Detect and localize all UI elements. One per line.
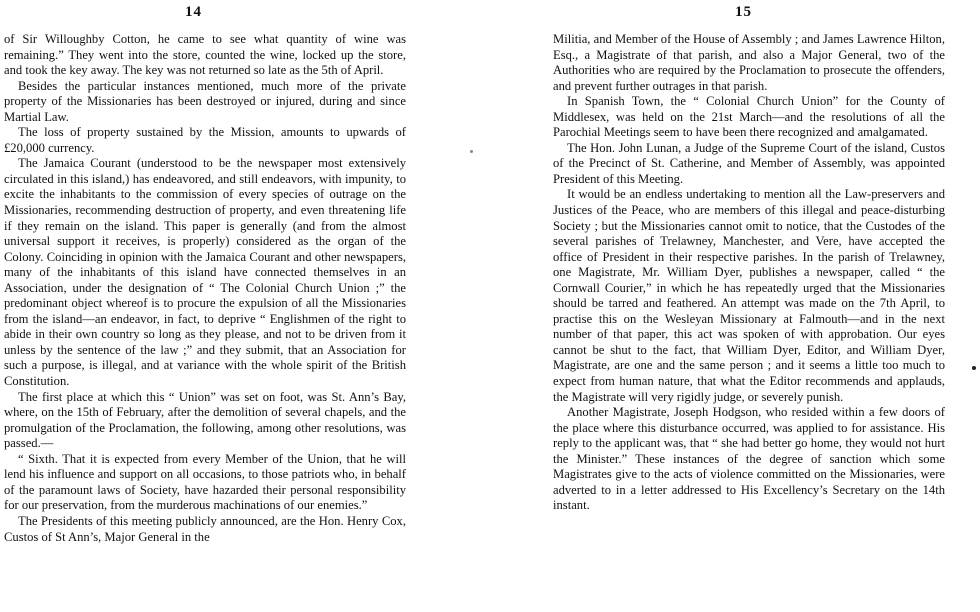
right-page <box>550 0 945 612</box>
page-body <box>553 32 945 514</box>
paragraph: It would be an endless undertaking to mention all the Law-preservers and Justices of the Peace, who are members of this illegal and peace-disturbing Society ; but the Missionaries cannot omit to notice, that the Custodes of the several parishes of Trelawney, Manchester, and Vere, have accepted the office of President in their respective parishes. In the parish of Trelawney, one Magistrate, Mr. William Dyer, publishes a newspaper, called “ the Cornwall Courier,” in which he has repeatedly urged that the Missionaries should be tarred and feathered. An attempt was made on the 7th April, to practise this on the Wesleyan Missionary at Falmouth—and in the next number of that paper, this act was spoken of with approbation. Our eyes cannot be shut to the fact, that William Dyer, Editor, and William Dyer, Magistrate, are one and the same person ; and it seems a little too much to expect from human nature, that what the Editor recommends and applauds, the Magistrate will very rigidly judge, or severely punish. <box>553 187 945 404</box>
paragraph: The Hon. John Lunan, a Judge of the Supreme Court of the island, Custos of the Precinct of St. Catherine, and Member of Assembly, was appointed President of this Meeting. <box>553 140 945 186</box>
page-body <box>4 32 406 545</box>
left-page <box>0 0 410 612</box>
paragraph: of Sir Willoughby Cotton, he came to see what quantity of wine was remaining.” They went into the store, counted the wine, locked up the store, and took the key away. The key was not returned so late as the 5th of April. <box>4 32 406 78</box>
gutter-mark <box>470 150 473 153</box>
paragraph: The Presidents of this meeting publicly announced, are the Hon. Henry Cox, Custos of St Ann’s, Major General in the <box>4 513 406 544</box>
paragraph: Militia, and Member of the House of Assembly ; and James Lawrence Hilton, Esq., a Magistrate of that parish, and also a Major General, two of the Authorities who are required by the Proclamation to prosecute the offenders, and prevent further outrages in that parish. <box>553 32 945 93</box>
paragraph: Besides the particular instances mentioned, much more of the private property of the Missionaries has been destroyed or injured, during and since Martial Law. <box>4 78 406 124</box>
paragraph: The loss of property sustained by the Mission, amounts to upwards of £20,000 currency. <box>4 125 406 155</box>
paragraph: In Spanish Town, the “ Colonial Church Union” for the County of Middlesex, was held on the 21st March—and the resolutions of all the Parochial Meetings seem to have been there recognized and amalgamated. <box>553 94 945 140</box>
edge-mark <box>972 366 976 370</box>
paragraph: Another Magistrate, Joseph Hodgson, who resided within a few doors of the place where this disturbance occurred, was applied to for assistance. His reply to the applicant was, that “ she had better go home, they would not hurt the Minister.” These instances of the degree of sanction which some Magistrates give to the acts of violence committed on the Missionaries, were adverted to in a letter addressed to His Excellency’s Secretary on the 14th instant. <box>553 405 945 513</box>
paragraph: The first place at which this “ Union” was set on foot, was St. Ann’s Bay, where, on the 15th of February, after the demolition of several chapels, and the promulgation of the Proclamation, the following, among other resolutions, was passed.— <box>4 389 406 451</box>
paragraph: The Jamaica Courant (understood to be the newspaper most extensively circulated in this island,) has endeavored, and still endeavors, with impunity, to excite the inhabitants to the commission of every species of outrage on the Missionaries, recommending destruction of property, and even threatening life if they remain on the island. This paper is generally (and from the almost universal support it receives, is properly) considered as the organ of the Colony. Coinciding in opinion with the Jamaica Courant and other newspapers, many of the inhabitants of this island have connected themselves in an Association, under the designation of “ The Colonial Church Union ;” the predominant object whereof is to procure the expulsion of all the Missionaries from the island—an endeavor, in fact, to deprive “ Englishmen of the right to abide in their own country so long as they please, and not to be driven from it unless by the sentence of the law ;” and they submit, that an Association for such a purpose, is illegal, and at variance with the whole spirit of the British Constitution. <box>4 156 406 389</box>
page-number: 14 <box>185 4 202 20</box>
quoted-resolution: “ Sixth. That it is expected from every Member of the Union, that he will lend his influence and support on all occasions, to those patriots who, in behalf of the paramount laws of Society, have hazarded their personal responsibility for our preservation, from the murderous machinations of our enemies.” <box>4 451 406 513</box>
page-number: 15 <box>735 4 752 20</box>
